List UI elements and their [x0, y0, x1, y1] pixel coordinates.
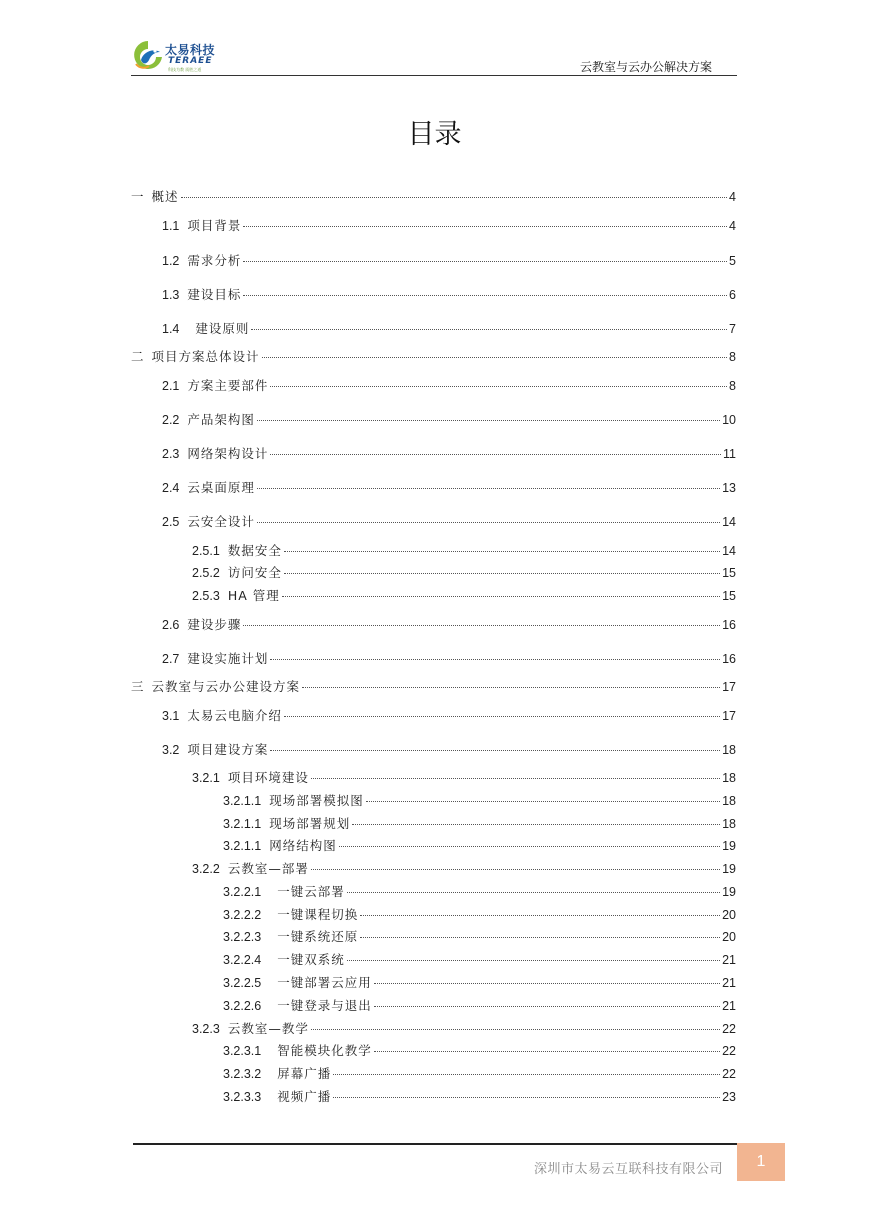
toc-entry-title: 建设实施计划 — [187, 651, 269, 666]
toc-entry-page: 14 — [722, 515, 736, 529]
toc-dot-leader — [374, 1051, 720, 1052]
toc-dot-leader — [270, 386, 727, 387]
toc-dot-leader — [257, 488, 720, 489]
toc-entry-title: 网络架构设计 — [187, 446, 269, 461]
toc-dot-leader — [270, 750, 720, 751]
toc-entry[interactable] — [223, 836, 736, 852]
toc-dot-leader — [347, 960, 720, 961]
toc-dot-leader — [243, 261, 727, 262]
toc-entry-page: 10 — [722, 413, 736, 427]
toc-entry-number: 2.5 — [162, 515, 180, 529]
toc-dot-leader — [302, 687, 720, 688]
toc-entry-number: 3.2.1.1 — [223, 817, 262, 831]
toc-entry[interactable] — [192, 541, 736, 557]
toc-entry[interactable] — [131, 347, 736, 363]
toc-entry-page: 18 — [722, 743, 736, 757]
toc-dot-leader — [374, 1006, 720, 1007]
logo-chinese-name: 太易科技 — [165, 43, 216, 57]
toc-dot-leader — [257, 420, 720, 421]
toc-entry-number: 1.3 — [162, 288, 180, 302]
toc-dot-leader — [243, 226, 727, 227]
toc-entry-page: 8 — [729, 350, 736, 364]
toc-entry-title: 智能模块化教学 — [277, 1043, 372, 1058]
toc-entry-title: 云桌面原理 — [187, 480, 255, 495]
logo-slogan: 科技为教 质胜之道 — [168, 67, 202, 72]
toc-entry-number: 3.2.2.3 — [223, 930, 262, 944]
toc-dot-leader — [243, 625, 720, 626]
toc-entry[interactable] — [192, 563, 736, 579]
header-divider — [131, 75, 737, 76]
toc-entry-number: 3.2 — [162, 743, 180, 757]
toc-entry-page: 8 — [729, 379, 736, 393]
toc-entry-page: 4 — [729, 190, 736, 204]
toc-dot-leader — [262, 357, 728, 358]
toc-entry[interactable] — [192, 859, 736, 875]
toc-entry-title: 一键系统还原 — [277, 929, 359, 944]
running-header-title: 云教室与云办公解决方案 — [579, 60, 712, 74]
toc-entry[interactable] — [162, 410, 736, 426]
toc-entry-number: 3.2.2.4 — [223, 953, 262, 967]
toc-entry-title: 云教室与云办公建设方案 — [151, 679, 301, 694]
toc-entry-title: 数据安全 — [227, 543, 282, 558]
toc-entry[interactable] — [223, 973, 736, 989]
toc-entry[interactable] — [162, 285, 736, 301]
toc-entry-title: 云教室—部署 — [227, 861, 309, 876]
toc-entry[interactable] — [223, 1064, 736, 1080]
toc-entry-page: 21 — [722, 976, 736, 990]
toc-entry-number: 3.1 — [162, 709, 180, 723]
toc-entry[interactable] — [162, 376, 736, 392]
toc-dot-leader — [257, 522, 720, 523]
toc-entry[interactable] — [162, 216, 736, 232]
toc-entry[interactable] — [223, 950, 736, 966]
page-title: 目录 — [407, 119, 462, 150]
toc-entry[interactable] — [131, 677, 736, 693]
footer-company-name: 深圳市太易云互联科技有限公司 — [533, 1162, 723, 1177]
toc-entry[interactable] — [162, 649, 736, 665]
toc-entry-number: 一 — [131, 190, 144, 204]
toc-entry-number: 2.7 — [162, 652, 180, 666]
toc-entry-title: 网络结构图 — [269, 838, 337, 853]
toc-entry-title: 一键双系统 — [277, 952, 345, 967]
toc-entry-number: 2.5.1 — [192, 544, 220, 558]
toc-entry-page: 16 — [722, 618, 736, 632]
toc-entry-number: 2.3 — [162, 447, 180, 461]
toc-entry-page: 21 — [722, 953, 736, 967]
toc-entry-title: 一键课程切换 — [277, 907, 359, 922]
toc-entry-number: 3.2.3.1 — [223, 1044, 262, 1058]
toc-entry-title: 视频广播 — [277, 1089, 332, 1104]
toc-entry-title: 项目背景 — [187, 218, 242, 233]
toc-entry[interactable] — [162, 615, 736, 631]
toc-entry-page: 15 — [722, 589, 736, 603]
toc-entry-number: 1.2 — [162, 254, 180, 268]
toc-entry-number: 3.2.1.1 — [223, 794, 262, 808]
toc-entry-page: 22 — [722, 1044, 736, 1058]
toc-dot-leader — [284, 551, 720, 552]
toc-entry-title: 一键云部署 — [277, 884, 345, 899]
toc-entry-page: 17 — [722, 680, 736, 694]
toc-entry[interactable] — [192, 586, 736, 602]
toc-entry-page: 11 — [723, 447, 736, 461]
toc-entry-title: 项目方案总体设计 — [151, 349, 260, 364]
toc-entry[interactable] — [223, 927, 736, 943]
toc-entry[interactable] — [162, 740, 736, 756]
toc-entry-title: 访问安全 — [227, 565, 282, 580]
toc-entry-number: 三 — [131, 680, 144, 694]
toc-entry-number: 3.2.3.2 — [223, 1067, 262, 1081]
toc-entry-number: 3.2.3 — [192, 1022, 220, 1036]
toc-entry-page: 20 — [722, 908, 736, 922]
toc-entry-title: 产品架构图 — [187, 412, 255, 427]
company-logo — [131, 38, 241, 74]
toc-dot-leader — [311, 869, 720, 870]
toc-entry-number: 3.2.1.1 — [223, 839, 262, 853]
logo-english-name: TERAEE — [168, 56, 213, 66]
toc-entry-title: 云教室—教学 — [227, 1021, 309, 1036]
toc-entry[interactable] — [223, 905, 736, 921]
toc-entry[interactable] — [162, 444, 736, 460]
toc-entry[interactable] — [162, 251, 736, 267]
toc-entry[interactable] — [192, 768, 736, 784]
toc-entry[interactable] — [223, 791, 736, 807]
toc-entry-page: 19 — [722, 862, 736, 876]
page-number-badge: 1 — [737, 1143, 785, 1181]
toc-entry-title: 建设目标 — [187, 287, 242, 302]
toc-entry-number: 2.5.3 — [192, 589, 220, 603]
toc-dot-leader — [360, 937, 720, 938]
toc-dot-leader — [360, 915, 720, 916]
toc-entry[interactable] — [162, 478, 736, 494]
toc-entry[interactable] — [223, 1041, 736, 1057]
toc-entry-page: 20 — [722, 930, 736, 944]
toc-entry-title: 现场部署规划 — [269, 816, 351, 831]
toc-dot-leader — [333, 1074, 720, 1075]
toc-entry-number: 2.6 — [162, 618, 180, 632]
toc-dot-leader — [311, 778, 720, 779]
toc-entry[interactable] — [223, 882, 736, 898]
toc-dot-leader — [270, 454, 721, 455]
footer-divider — [133, 1143, 737, 1145]
toc-entry-page: 17 — [722, 709, 736, 723]
toc-entry-page: 22 — [722, 1067, 736, 1081]
toc-entry-title: 现场部署模拟图 — [269, 793, 364, 808]
toc-dot-leader — [311, 1029, 720, 1030]
toc-entry[interactable] — [223, 1087, 736, 1103]
toc-entry-number: 2.1 — [162, 379, 180, 393]
toc-entry-title: 建设原则 — [195, 321, 250, 336]
toc-entry-title: 项目建设方案 — [187, 742, 269, 757]
toc-entry-number: 2.2 — [162, 413, 180, 427]
toc-dot-leader — [366, 801, 720, 802]
toc-entry[interactable] — [223, 996, 736, 1012]
toc-entry-number: 1.4 — [162, 322, 180, 336]
toc-entry-page: 18 — [722, 817, 736, 831]
toc-entry-title: 概述 — [151, 189, 179, 204]
toc-entry-number: 3.2.2.2 — [223, 908, 262, 922]
toc-entry[interactable] — [131, 187, 736, 203]
toc-entry-number: 3.2.2.5 — [223, 976, 262, 990]
chameleon-logo-icon — [131, 38, 165, 72]
toc-entry-page: 19 — [722, 885, 736, 899]
toc-entry-page: 21 — [722, 999, 736, 1013]
toc-dot-leader — [347, 892, 720, 893]
toc-entry-page: 22 — [722, 1022, 736, 1036]
toc-entry-page: 19 — [722, 839, 736, 853]
toc-entry-number: 3.2.1 — [192, 771, 220, 785]
toc-entry[interactable] — [192, 1019, 736, 1035]
toc-entry-page: 14 — [722, 544, 736, 558]
toc-entry-page: 16 — [722, 652, 736, 666]
toc-entry[interactable] — [162, 706, 736, 722]
toc-entry[interactable] — [162, 512, 736, 528]
toc-dot-leader — [243, 295, 727, 296]
toc-entry-page: 7 — [729, 322, 736, 336]
toc-entry-page: 6 — [729, 288, 736, 302]
toc-entry-page: 13 — [722, 481, 736, 495]
toc-entry-page: 18 — [722, 771, 736, 785]
toc-entry-number: 3.2.2 — [192, 862, 220, 876]
toc-entry-number: 3.2.2.1 — [223, 885, 262, 899]
toc-entry-number: 1.1 — [162, 219, 180, 233]
toc-dot-leader — [251, 329, 727, 330]
toc-entry-title: 需求分析 — [187, 253, 242, 268]
toc-dot-leader — [333, 1097, 720, 1098]
toc-entry-number: 2.4 — [162, 481, 180, 495]
toc-entry-title: 一键登录与退出 — [277, 998, 372, 1013]
toc-entry-title: 项目环境建设 — [227, 770, 309, 785]
toc-entry-page: 15 — [722, 566, 736, 580]
toc-entry[interactable] — [223, 814, 736, 830]
toc-dot-leader — [352, 824, 720, 825]
toc-dot-leader — [284, 716, 720, 717]
toc-dot-leader — [270, 659, 720, 660]
toc-entry-title: 云安全设计 — [187, 514, 255, 529]
toc-entry-number: 3.2.2.6 — [223, 999, 262, 1013]
toc-entry-number: 二 — [131, 350, 144, 364]
toc-entry-page: 23 — [722, 1090, 736, 1104]
toc-entry-title: 太易云电脑介绍 — [187, 708, 282, 723]
toc-entry-title: 屏幕广播 — [277, 1066, 332, 1081]
toc-entry-page: 18 — [722, 794, 736, 808]
toc-dot-leader — [181, 197, 728, 198]
toc-entry-title: 方案主要部件 — [187, 378, 269, 393]
toc-entry-page: 4 — [729, 219, 736, 233]
toc-entry-number: 3.2.3.3 — [223, 1090, 262, 1104]
toc-entry-title: 一键部署云应用 — [277, 975, 372, 990]
toc-entry-page: 5 — [729, 254, 736, 268]
toc-entry[interactable] — [162, 319, 736, 335]
toc-entry-title: 建设步骤 — [187, 617, 242, 632]
toc-dot-leader — [374, 983, 720, 984]
toc-entry-title: HA 管理 — [227, 588, 280, 603]
toc-dot-leader — [282, 596, 720, 597]
toc-dot-leader — [284, 573, 720, 574]
toc-dot-leader — [339, 846, 720, 847]
toc-entry-number: 2.5.2 — [192, 566, 220, 580]
